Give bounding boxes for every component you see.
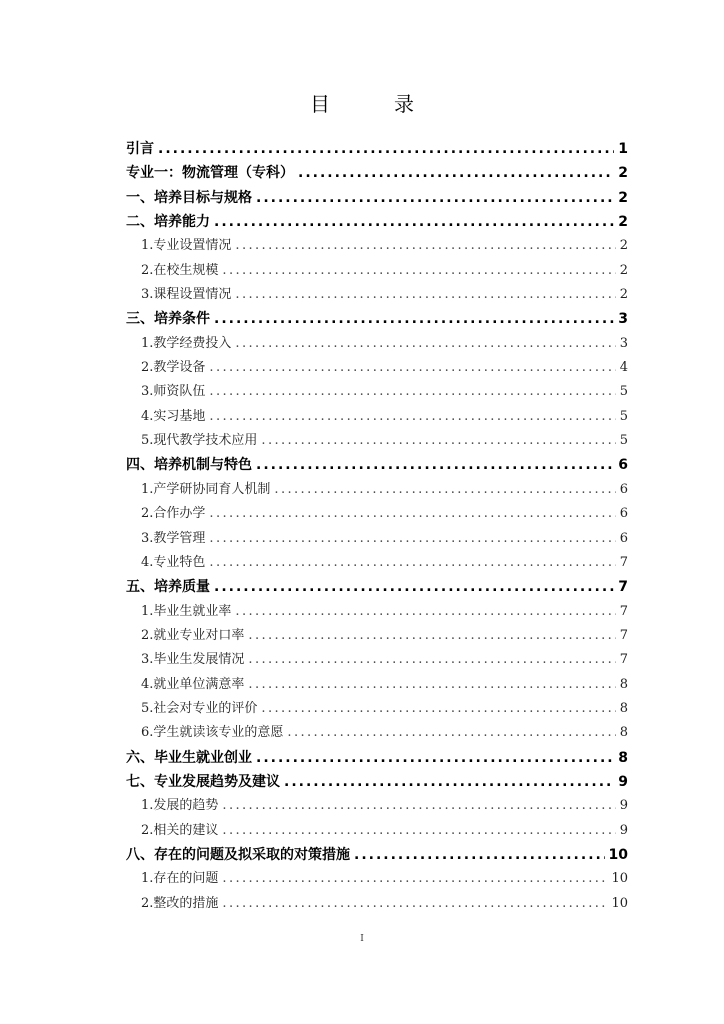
toc-entry-label: 1.教学经费投入 — [141, 335, 232, 351]
toc-dot-leader — [256, 186, 614, 210]
toc-entry-page-number: 8 — [619, 700, 628, 716]
toc-dot-leader — [209, 405, 615, 429]
toc-entry[interactable] — [126, 673, 628, 697]
toc-dot-leader — [209, 527, 615, 551]
toc-entry[interactable] — [126, 380, 628, 404]
toc-entry-page-number: 10 — [608, 846, 628, 863]
toc-entry[interactable] — [126, 819, 628, 843]
toc-entry-page-number: 6 — [618, 457, 628, 474]
toc-entry-page-number: 2 — [619, 287, 628, 303]
toc-dot-leader — [287, 721, 615, 745]
toc-entry-label: 4.专业特色 — [141, 554, 206, 570]
toc-entry[interactable] — [126, 600, 628, 624]
toc-dot-leader — [209, 551, 615, 575]
toc-entry-page-number: 8 — [619, 676, 628, 692]
toc-entry-label: 6.学生就读该专业的意愿 — [141, 725, 284, 741]
toc-entry-page-number: 8 — [619, 725, 628, 741]
toc-entry[interactable] — [126, 307, 628, 331]
toc-entry-label: 3.教学管理 — [141, 530, 206, 546]
toc-entry-page-number: 1 — [618, 141, 628, 157]
toc-dot-leader — [235, 283, 615, 307]
toc-entry-page-number: 5 — [619, 408, 628, 424]
toc-entry[interactable] — [126, 721, 628, 745]
toc-entry[interactable] — [126, 405, 628, 429]
toc-entry[interactable] — [126, 770, 628, 794]
toc-dot-leader — [209, 380, 615, 404]
toc-entry-label: 二、培养能力 — [126, 214, 210, 231]
toc-entry-label: 5.社会对专业的评价 — [141, 700, 258, 716]
toc-entry-page-number: 5 — [619, 433, 628, 449]
toc-entry-label: 六、毕业生就业创业 — [126, 749, 252, 766]
toc-entry-label: 3.毕业生发展情况 — [141, 652, 245, 668]
toc-entry-page-number: 7 — [619, 652, 628, 668]
toc-dot-leader — [222, 867, 607, 891]
toc-entry-label: 2.合作办学 — [141, 506, 206, 522]
toc-entry-page-number: 9 — [618, 773, 628, 790]
toc-entry-label: 专业一：物流管理（专科） — [126, 165, 294, 182]
toc-entry[interactable] — [126, 453, 628, 477]
toc-entry[interactable] — [126, 794, 628, 818]
toc-entry-page-number: 6 — [619, 506, 628, 522]
toc-entry[interactable] — [126, 551, 628, 575]
toc-entry[interactable] — [126, 746, 628, 770]
toc-dot-leader — [222, 259, 615, 283]
toc-entry-page-number: 7 — [618, 579, 628, 596]
toc-entry-label: 2.就业专业对口率 — [141, 627, 245, 643]
toc-entry[interactable] — [126, 332, 628, 356]
toc-dot-leader — [235, 234, 615, 258]
toc-entry-label: 1.存在的问题 — [141, 871, 219, 887]
toc-dot-leader — [222, 819, 615, 843]
toc-entry-page-number: 9 — [619, 798, 628, 814]
toc-entry-page-number: 2 — [619, 238, 628, 254]
toc-entry-page-number: 6 — [619, 530, 628, 546]
toc-entry[interactable] — [126, 356, 628, 380]
toc-entry[interactable] — [126, 502, 628, 526]
toc-entry-page-number: 2 — [618, 189, 628, 206]
toc-entry-label: 2.教学设备 — [141, 360, 206, 376]
toc-entry-label: 1.发展的趋势 — [141, 798, 219, 814]
toc-dot-leader — [209, 356, 615, 380]
toc-dot-leader — [274, 478, 615, 502]
toc-entry-label: 4.实习基地 — [141, 408, 206, 424]
toc-entry-page-number: 6 — [619, 481, 628, 497]
toc-dot-leader — [284, 770, 614, 794]
toc-entry[interactable] — [126, 478, 628, 502]
toc-dot-leader — [248, 673, 615, 697]
toc-entry-label: 三、培养条件 — [126, 311, 210, 328]
toc-dot-leader — [261, 697, 615, 721]
toc-dot-leader — [235, 332, 615, 356]
toc-entry-label: 3.课程设置情况 — [141, 287, 232, 303]
toc-entry-label: 五、培养质量 — [126, 579, 210, 596]
toc-dot-leader — [214, 210, 614, 234]
toc-title: 目 录 — [310, 92, 436, 116]
toc-entry-label: 2.相关的建议 — [141, 822, 219, 838]
toc-dot-leader — [354, 843, 605, 867]
toc-entry-page-number: 7 — [619, 554, 628, 570]
toc-entry-label: 八、存在的问题及拟采取的对策措施 — [126, 846, 350, 863]
toc-list — [126, 137, 628, 916]
toc-dot-leader — [248, 648, 615, 672]
toc-entry-label: 1.毕业生就业率 — [141, 603, 232, 619]
toc-entry[interactable] — [126, 575, 628, 599]
toc-entry-page-number: 9 — [619, 822, 628, 838]
toc-entry[interactable] — [126, 429, 628, 453]
toc-entry-page-number: 7 — [619, 603, 628, 619]
toc-dot-leader — [214, 575, 614, 599]
toc-entry-page-number: 7 — [619, 627, 628, 643]
toc-entry[interactable] — [126, 843, 628, 867]
toc-entry-page-number: 2 — [619, 262, 628, 278]
toc-entry-label: 1.专业设置情况 — [141, 238, 232, 254]
toc-entry-page-number: 4 — [619, 360, 628, 376]
toc-dot-leader — [222, 794, 615, 818]
toc-entry-label: 1.产学研协同育人机制 — [141, 481, 271, 497]
toc-entry-label: 5.现代教学技术应用 — [141, 433, 258, 449]
toc-entry[interactable] — [126, 624, 628, 648]
toc-dot-leader — [298, 161, 614, 185]
toc-entry[interactable] — [126, 210, 628, 234]
toc-dot-leader — [158, 137, 614, 161]
toc-entry-label: 四、培养机制与特色 — [126, 457, 252, 474]
toc-entry-page-number: 2 — [618, 165, 628, 182]
toc-entry[interactable] — [126, 892, 628, 916]
toc-entry[interactable] — [126, 137, 628, 161]
toc-entry[interactable] — [126, 259, 628, 283]
toc-entry-page-number: 10 — [611, 895, 628, 911]
toc-entry-page-number: 3 — [619, 335, 628, 351]
toc-entry[interactable] — [126, 234, 628, 258]
toc-entry-page-number: 8 — [618, 749, 628, 766]
toc-dot-leader — [222, 892, 607, 916]
toc-entry-page-number: 3 — [618, 311, 628, 328]
toc-entry-label: 3.师资队伍 — [141, 384, 206, 400]
toc-dot-leader — [261, 429, 615, 453]
toc-entry-page-number: 10 — [611, 871, 628, 887]
toc-dot-leader — [248, 624, 615, 648]
toc-entry-page-number: 5 — [619, 384, 628, 400]
footer-page-number: I — [360, 934, 364, 944]
toc-entry-label: 2.在校生规模 — [141, 262, 219, 278]
toc-entry[interactable] — [126, 648, 628, 672]
toc-entry[interactable] — [126, 283, 628, 307]
toc-dot-leader — [256, 746, 614, 770]
toc-entry-label: 七、专业发展趋势及建议 — [126, 773, 280, 790]
toc-entry-label: 4.就业单位满意率 — [141, 676, 245, 692]
toc-dot-leader — [256, 453, 614, 477]
toc-entry-label: 2.整改的措施 — [141, 895, 219, 911]
toc-dot-leader — [214, 307, 614, 331]
toc-entry[interactable] — [126, 867, 628, 891]
toc-entry-label: 引言 — [126, 141, 154, 157]
toc-dot-leader — [209, 502, 615, 526]
toc-entry-label: 一、培养目标与规格 — [126, 189, 252, 206]
toc-entry-page-number: 2 — [618, 214, 628, 231]
toc-entry[interactable] — [126, 161, 628, 185]
toc-entry[interactable] — [126, 697, 628, 721]
toc-entry[interactable] — [126, 186, 628, 210]
toc-dot-leader — [235, 600, 615, 624]
toc-entry[interactable] — [126, 527, 628, 551]
